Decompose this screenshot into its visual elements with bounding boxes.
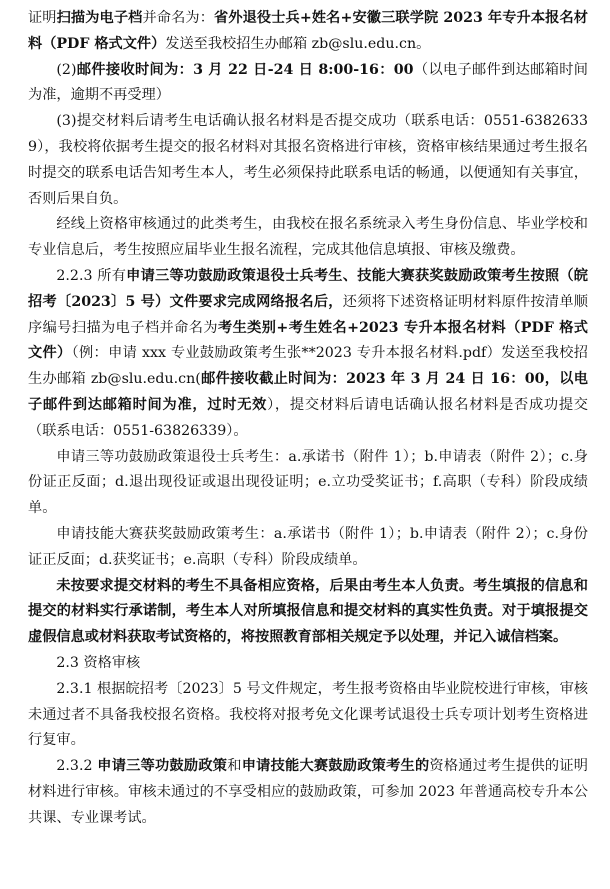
paragraph	[28, 212, 588, 264]
paragraph	[28, 754, 588, 831]
bold-text-run: 扫描为电子档	[56, 10, 143, 26]
paragraph	[28, 651, 588, 677]
text-run: 2.2.3 所有	[56, 267, 127, 284]
paragraph	[28, 445, 588, 522]
paragraph	[28, 574, 588, 651]
paragraph	[28, 6, 588, 58]
text-run: (3)提交材料后请考生电话确认报名材料是否提交成功（联系电话：0551-63826339），我校将依据考生提交的报名材料对其报名资格进行审核，资格审核结果通过考生报名时提交的联系电话告知考生本人，考生必须保持此联系电话的畅通，以便通知有关事宜，否则后果自负。	[28, 113, 588, 207]
paragraph	[28, 522, 588, 574]
text-run: 和	[227, 758, 242, 775]
paragraph	[28, 58, 588, 110]
paragraph	[28, 109, 588, 212]
text-run: 2.3 资格审核	[56, 654, 141, 671]
bold-text-run: 未按要求提交材料的考生不具备相应资格，后果由考生本人负责。考生填报的信息和提交的材料实行承诺制，考生本人对所填报信息和提交材料的真实性负责。对于填报提交虚假信息或材料获取考试资格的，将按照教育部相关规定予以处理，并记入诚信档案。	[28, 577, 588, 646]
text-run: 还须将下述资格证明材料原件按清单顺序编号扫描为电子档并命名为	[28, 293, 588, 336]
bold-text-run: 申请三等功鼓励政策退役士兵考生、技能大赛获奖鼓励政策考生按照（皖招考〔2023〕5 号）文件要求完成网络报名后，	[28, 267, 588, 310]
bold-text-run: 邮件接收时间为：3 月 22 日-24 日 8:00-16：00	[76, 61, 414, 78]
text-run: （以电子邮件到达邮箱时间为准，逾期不再受理）	[28, 61, 588, 104]
paragraph	[28, 677, 588, 754]
text-run: 资格通过考生提供的证明材料进行审核。审核未通过的不享受相应的鼓励政策，可参加 2023 年普通高校专升本公共课、专业课考试。	[28, 758, 588, 826]
text-run: 证明	[28, 10, 57, 26]
text-run: （例：申请 xxx 专业鼓励政策考生张**2023 专升本报名材料.pdf）发送至我校招生办邮箱 zb@slu.edu.cn(	[28, 345, 588, 388]
text-run: 发送至我校招生办邮箱 zb@slu.edu.cn。	[165, 35, 431, 52]
bold-text-run: 省外退役士兵+姓名+安徽三联学院 2023 年专升本报名材料（PDF 格式文件）	[28, 10, 588, 52]
bold-text-run: 申请技能大赛鼓励政策考生的	[241, 758, 430, 775]
text-run: 2.3.2	[56, 758, 98, 775]
text-run: 并命名为：	[142, 10, 215, 26]
paragraph	[28, 264, 588, 445]
bold-text-run: 邮件接收截止时间为：2023 年 3 月 24 日 16：00，以电子邮件到达邮箱时间为准，过时无效	[28, 371, 588, 413]
text-run: 申请三等功鼓励政策退役士兵考生：a.承诺书（附件 1）；b.申请表（附件 2）；c.身份证正反面；d.退出现役证或退出现役证明；e.立功受奖证书；f.高职（专科）阶段成绩单。	[28, 448, 588, 517]
bold-text-run: 申请三等功鼓励政策	[97, 758, 228, 775]
text-run: ），提交材料后请电话确认报名材料是否成功提交（联系电话：0551-63826339）。	[28, 396, 588, 439]
text-run: (2)	[56, 61, 77, 78]
text-run: 经线上资格审核通过的此类考生，由我校在报名系统录入考生身份信息、毕业学校和专业信息后，考生按照应届毕业生报名流程，完成其他信息填报、审核及缴费。	[28, 216, 588, 259]
bold-text-run: 考生类别+考生姓名+2023 专升本报名材料（PDF 格式文件）	[28, 319, 588, 362]
text-run: 2.3.1 根据皖招考〔2023〕5 号文件规定，考生报考资格由毕业院校进行审核，审核未通过者不具备我校报名资格。我校将对报考免文化课考试退役士兵专项计划考生资格进行复审。	[28, 680, 588, 749]
text-run: 申请技能大赛获奖鼓励政策考生：a.承诺书（附件 1）；b.申请表（附件 2）；c.身份证正反面；d.获奖证书；e.高职（专科）阶段成绩单。	[28, 525, 588, 568]
